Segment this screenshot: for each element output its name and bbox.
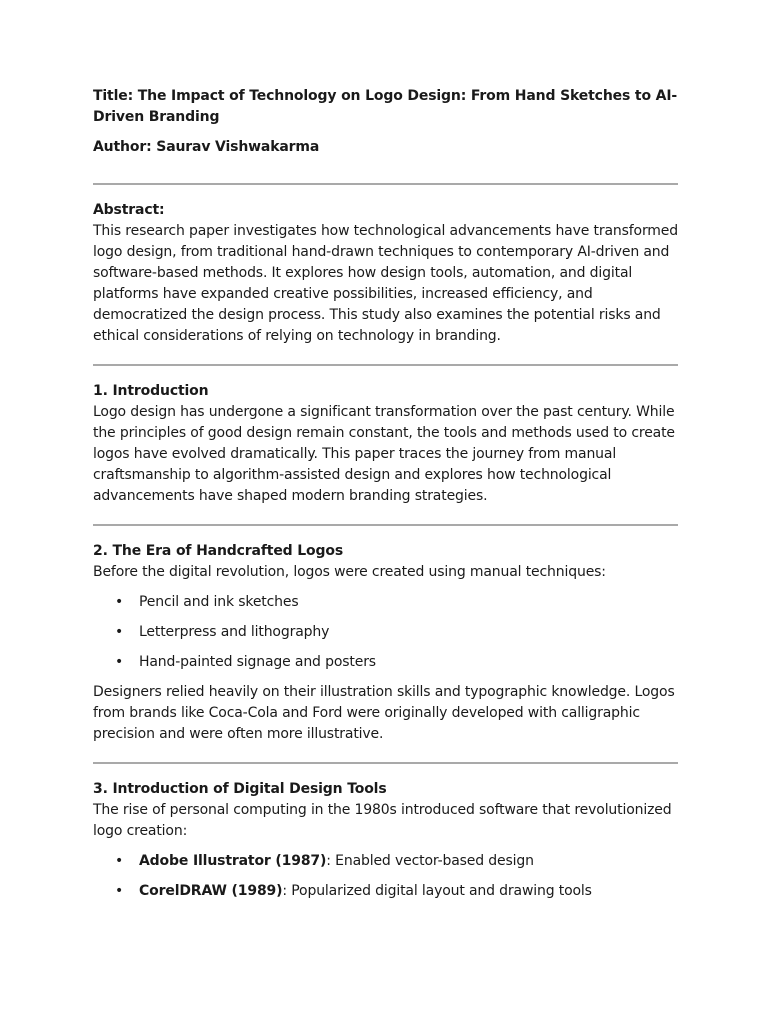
handcrafted-body: Designers relied heavily on their illustration skills and typographic knowledge. Logos from brands like Coca-Cola and Ford were originally developed with calligraphic precision and were often more illustrative. [93, 684, 675, 742]
handcrafted-intro: Before the digital revolution, logos were created using manual techniques: [93, 564, 606, 580]
list-item-term: Adobe Illustrator (1987) [139, 853, 327, 869]
list-item-text: Letterpress and lithography [139, 624, 330, 640]
list-item [93, 622, 678, 643]
section-divider [93, 524, 678, 526]
list-item-text: Pencil and ink sketches [139, 594, 299, 610]
bullet-icon: • [115, 853, 124, 869]
paper-title: Title: The Impact of Technology on Logo Design: From Hand Sketches to AI-Driven Branding [93, 88, 678, 125]
list-item-term: CorelDRAW (1989) [139, 883, 283, 899]
list-item [93, 652, 678, 673]
list-item [93, 881, 678, 902]
paper-author: Author: Saurav Vishwakarma [93, 139, 320, 155]
digital-tools-intro: The rise of personal computing in the 1980s introduced software that revolutionized logo creation: [93, 802, 672, 839]
section-divider [93, 183, 678, 185]
introduction-body: Logo design has undergone a significant transformation over the past century. While the principles of good design remain constant, the tools and methods used to create logos have evolved dramatically. This paper traces the journey from manual craftsmanship to algorithm-assisted design and explores how technological advancements have shaped modern branding strategies. [93, 404, 675, 504]
abstract-body: This research paper investigates how technological advancements have transformed logo design, from traditional hand-drawn techniques to contemporary AI-driven and software-based methods. It explores how design tools, automation, and digital platforms have expanded creative possibilities, increased efficiency, and democratized the design process. This study also examines the potential risks and ethical considerations of relying on technology in branding. [93, 223, 678, 344]
bullet-icon: • [115, 624, 124, 640]
introduction-heading: 1. Introduction [93, 383, 209, 399]
bullet-icon: • [115, 654, 124, 670]
digital-tools-heading: 3. Introduction of Digital Design Tools [93, 781, 387, 797]
bullet-icon: • [115, 883, 124, 899]
list-item-text: Hand-painted signage and posters [139, 654, 376, 670]
bullet-icon: • [115, 594, 124, 610]
section-divider [93, 762, 678, 764]
list-item [93, 592, 678, 613]
section-divider [93, 364, 678, 366]
paper-page [93, 86, 678, 911]
list-item [93, 851, 678, 872]
abstract-heading: Abstract: [93, 202, 165, 218]
introduction-section [93, 381, 678, 507]
digital-tools-list [93, 851, 678, 902]
list-item-desc: : Popularized digital layout and drawing tools [282, 883, 592, 899]
abstract-section [93, 200, 678, 347]
handcrafted-heading: 2. The Era of Handcrafted Logos [93, 543, 344, 559]
handcrafted-list [93, 592, 678, 673]
list-item-desc: : Enabled vector-based design [326, 853, 534, 869]
digital-tools-section [93, 779, 678, 902]
handcrafted-section [93, 541, 678, 745]
